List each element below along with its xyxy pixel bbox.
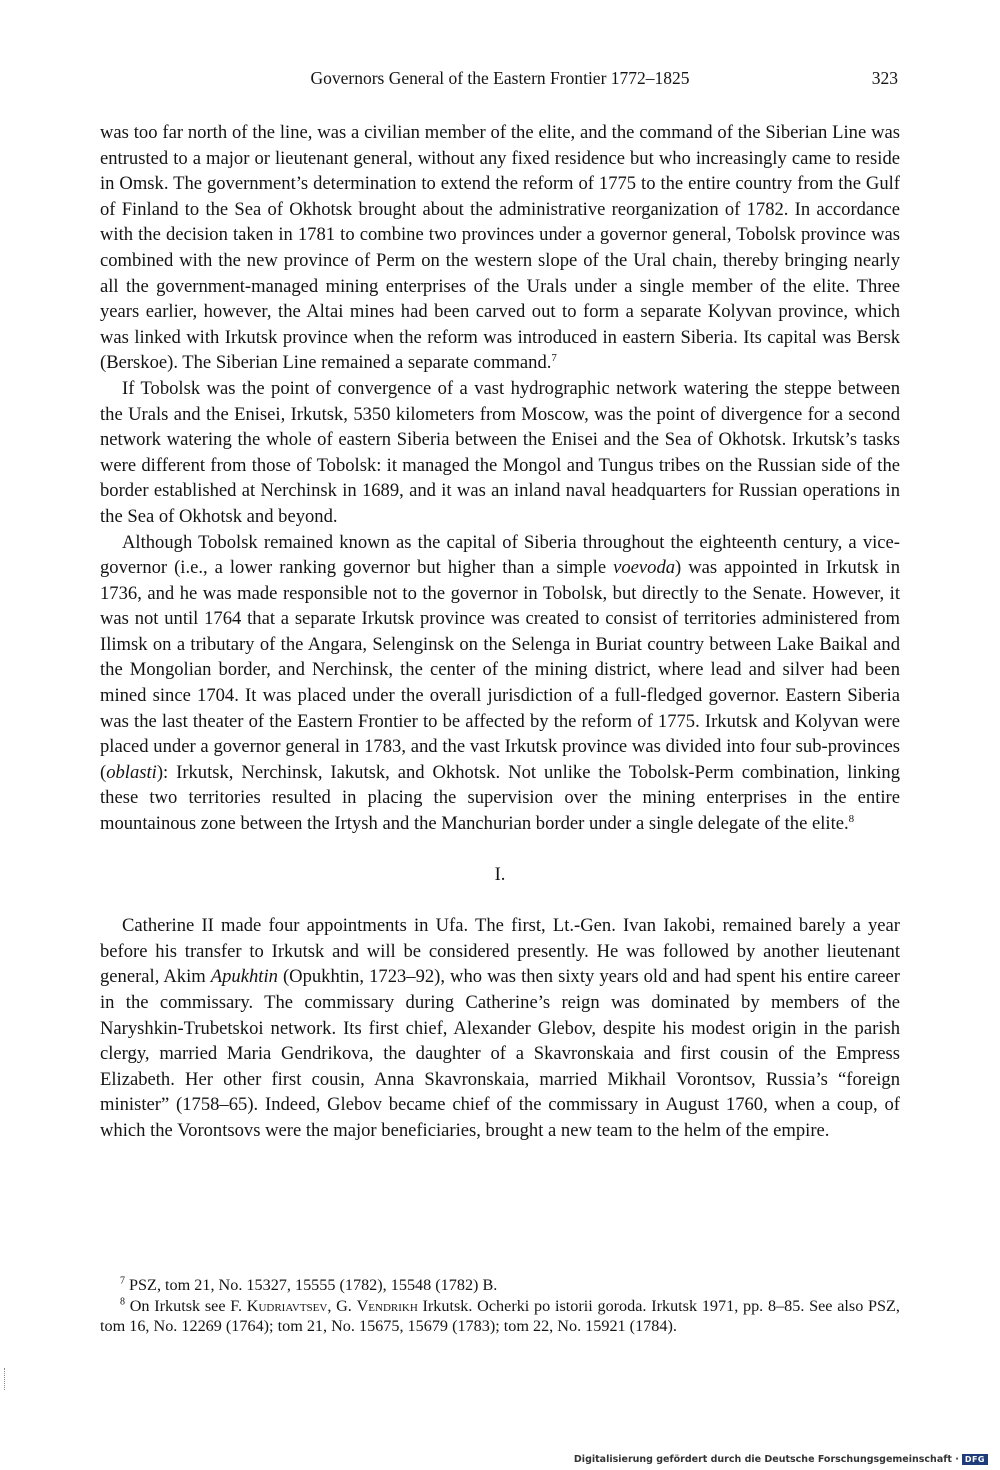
- footnote-8-mark: 8: [120, 1296, 125, 1308]
- footnote-ref-8: 8: [848, 812, 855, 825]
- author-vendrikh: Vendrikh: [356, 1296, 418, 1315]
- funding-text: Digitalisierung gefördert durch die Deutsche Forschungsgemeinschaft ·: [573, 1454, 959, 1465]
- footnotes: [100, 1275, 900, 1337]
- paragraph-4-text-a: Catherine II made four appointments in Ufa. The first, Lt.-Gen. Ivan Iakobi, remained barely a year before his transfer to Irkutsk and will be considered presently. He was followed by another lieutenant general, Akim: [100, 915, 900, 988]
- term-oblasti: oblasti: [106, 761, 157, 783]
- footnote-7: [100, 1275, 900, 1296]
- paragraph-1-text: was too far north of the line, was a civilian member of the elite, and the command of the Siberian Line was entrusted to a major or lieutenant general, without any fixed residence but who increasingly came to reside in Omsk. The government’s determination to extend the reform of 1775 to the entire country from the Gulf of Finland to the Sea of Okhotsk brought about the administrative reorganization of 1782. In accordance with the decision taken in 1781 to combine two provinces under a governor general, Tobolsk province was combined with the new province of Perm on the western slope of the Ural chain, thereby bringing nearly all the government-managed mining enterprises of the Urals under a single member of the elite. Three years earlier, however, the Altai mines had been carved out to form a separate Kolyvan province, which was linked with Irkutsk province when the reform was introduced in eastern Siberia. Its capital was Bersk (Berskoe). The Siberian Line remained a separate command.: [100, 122, 900, 374]
- running-title: Governors General of the Eastern Frontier 1772–1825: [310, 68, 690, 88]
- paragraph-4-text-b: (Opukhtin, 1723–92), who was then sixty years old and had spent his entire career in the commissary. The commissary during Catherine’s reign was dominated by members of the Naryshkin-Trubetskoi network. Its first chief, Alexander Glebov, despite his modest origin in the parish clergy, married Maria Gendrikova, the daughter of a Skavronskaia and first cousin of the Empress Elizabeth. Her other first cousin, Anna Skavronskaia, married Mikhail Vorontsov, Russia’s “foreign minister” (1758–65). Indeed, Glebov became chief of the commissary in August 1760, when a coup, of which the Vorontsovs were the major beneficiaries, brought a new team to the helm of the empire.: [100, 966, 901, 1141]
- scan-edge-mark: [4, 1368, 6, 1390]
- running-header: [100, 68, 900, 96]
- footnote-8-text-c: Irkutsk. Ocherki po istorii goroda. Irkutsk 1971, pp. 8–85. See also PSZ, tom 16, No. 12269 (1764); tom 21, No. 15675, 15679 (1783); tom 22, No. 15921 (1784).: [100, 1296, 900, 1335]
- name-apukhtin: Apukhtin: [210, 966, 278, 988]
- term-voevoda: voevoda: [613, 557, 676, 579]
- paragraph-3-text-a: Although Tobolsk remained known as the capital of Siberia throughout the eighteenth century, a vice-governor (i.e., a lower ranking governor but higher than a simple: [100, 531, 900, 579]
- footnote-8: [100, 1296, 900, 1337]
- paragraph-3: [100, 530, 900, 837]
- paragraph-3-text-c: ): Irkutsk, Nerchinsk, Iakutsk, and Okhotsk. Not unlike the Tobolsk-Perm combination, linking these two territories resulted in placing the supervision over the mining enterprises in the entire mountainous zone between the Irtysh and the Manchurian border under a single delegate of the elite.: [100, 761, 900, 835]
- footnote-7-text: PSZ, tom 21, No. 15327, 15555 (1782), 15548 (1782) B.: [125, 1276, 498, 1294]
- paragraph-3-text-b: ) was appointed in Irkutsk in 1736, and he was made responsible not to the governor in Tobolsk, but directly to the Senate. However, it was not until 1764 that a separate Irkutsk province was created to consist of territories administered from Ilimsk on a tributary of the Angara, Selenginsk on the Selenga in Buriat country between Lake Baikal and the Mongolian border, and Nerchinsk, the center of the mining district, where lead and silver had been mined since 1704. It was placed under the overall jurisdiction of a full-fledged governor. Eastern Siberia was the last theater of the Eastern Frontier to be affected by the reform of 1775. Irkutsk and Kolyvan were placed under a governor general in 1783, and the vast Irkutsk province was divided into four sub-provinces (: [100, 557, 900, 783]
- section-heading: I.: [494, 863, 506, 885]
- page-number: 323: [871, 68, 898, 88]
- paragraph-4: [100, 913, 900, 1143]
- footnote-8-text-a: On Irkutsk see F.: [125, 1296, 247, 1315]
- paragraph-2: If Tobolsk was the point of convergence of a vast hydrographic network watering the steppe between the Urals and the Enisei, Irkutsk, 5350 kilometers from Moscow, was the point of divergence for a second network watering the whole of eastern Siberia between the Enisei and the Sea of Okhotsk. Irkutsk’s tasks were different from those of Tobolsk: it managed the Mongol and Tungus tribes on the Russian side of the border established at Nerchinsk in 1689, and it was an inland naval headquarters for Russian operations in the Sea of Okhotsk and beyond.: [100, 377, 900, 527]
- author-kudriavtsev: Kudriavtsev: [246, 1296, 328, 1315]
- main-text: [100, 120, 900, 1144]
- paragraph-1: [100, 120, 900, 376]
- footnote-7-mark: 7: [120, 1275, 125, 1287]
- footnote-8-text-b: , G.: [327, 1296, 357, 1315]
- footnote-ref-7: 7: [551, 352, 557, 365]
- funding-notice: [574, 1454, 988, 1465]
- dfg-logo: DFG: [962, 1454, 988, 1465]
